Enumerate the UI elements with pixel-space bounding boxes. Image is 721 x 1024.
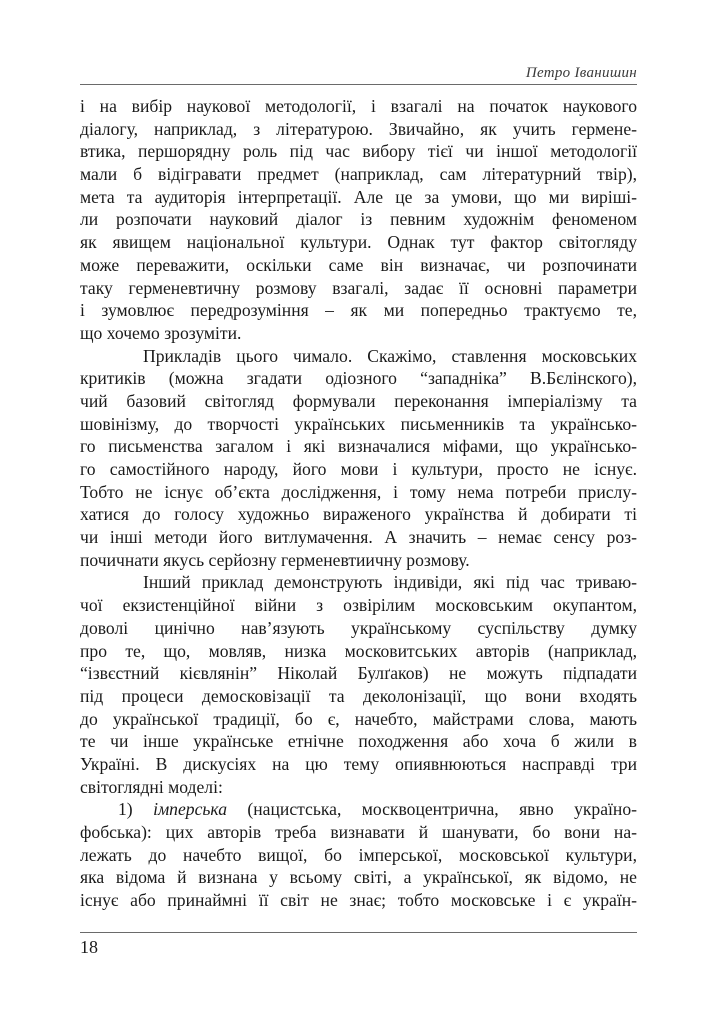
text-line	[80, 798, 637, 821]
text-fragment: (нацистська, москвоцентрична, явно україно-	[247, 799, 637, 820]
body-text	[80, 95, 637, 912]
text-line: ли розпочати науковий діалог із певним художнім феноменом	[80, 209, 637, 230]
text-line: Прикладів цього чимало. Скажімо, ставлення московських	[143, 345, 637, 366]
text-line: мета та аудиторія інтерпретації. Але це за умови, що ми виріші-	[80, 186, 637, 207]
text-line: яка відома й визнана у всьому світі, а української, як відомо, не	[80, 867, 637, 888]
text-line: Інший приклад демонструють індивіди, які під час триваю-	[143, 572, 637, 593]
page-header	[80, 64, 637, 85]
text-line: Україні. В дискусіях на цю тему опиявнюються насправді три	[80, 753, 637, 774]
paragraph-3	[80, 571, 637, 798]
text-line: лежать до начебто вищої, бо імперської, московської культури,	[80, 844, 637, 865]
text-line: фобська): цих авторів треба визнавати й шанувати, бо вони на-	[80, 822, 637, 842]
text-line: існує або принаймні її світ не знає; тобто московське і є україн-	[80, 890, 637, 911]
text-line: і зумовлює передрозуміння – як ми попередньо трактуємо те,	[80, 300, 637, 321]
text-line: чи інші методи його витлумачення. А значить – немає сенсу роз-	[80, 527, 637, 548]
text-line: діалогу, наприклад, з літературою. Звичайно, як учить герменe-	[80, 118, 637, 139]
text-line: мали б відігравати предмет (наприклад, сам літературний твір),	[80, 164, 637, 185]
text-line: чої екзистенційної війни з озвірілим московським окупантом,	[80, 595, 637, 616]
text-line: що хочемо зрозуміти.	[80, 322, 242, 343]
text-line: втика, першорядну роль під час вибору тієї чи іншої методології	[80, 141, 637, 162]
text-line: до української традиції, бо є, начебто, майстрами слова, мають	[80, 708, 637, 729]
text-line: го самостійного народу, його мови і культури, просто не існує.	[80, 459, 637, 479]
page-number: 18	[80, 937, 98, 957]
text-line: те чи інше українське етнічне походження або хоча б жили в	[80, 731, 637, 752]
text-line: критиків (можна згадати одіозного “западніка” В.Бєлінского),	[80, 368, 637, 389]
list-marker: 1)	[118, 799, 133, 820]
footer-rule	[80, 932, 637, 933]
text-line: доволі цинічно нав’язують українському суспільству думку	[80, 617, 637, 638]
text-line: Тобто не існує об’єкта дослідження, і тому нема потреби прислу-	[80, 481, 637, 502]
text-line: шовінізму, до творчості українських письменників та українсько-	[80, 413, 637, 434]
list-item	[80, 798, 637, 911]
paragraph-2	[80, 345, 637, 572]
text-line: під процеси демосковізації та деколонізації, що вони входять	[80, 685, 637, 706]
text-line: почичнати якусь серйозну герменевтиичну розмову.	[80, 549, 470, 570]
text-line: таку герменевтичну розмову взагалі, задає її основні параметри	[80, 277, 637, 298]
running-head: Петро Іванишин	[525, 65, 637, 81]
text-line: го письменства загалом і які визначалися міфами, що українсько-	[80, 436, 637, 457]
list-term: імперська	[153, 799, 227, 820]
text-line: світоглядні моделі:	[80, 776, 223, 797]
text-line: і на вибір наукової методології, і взагалі на початок наукового	[80, 96, 637, 116]
text-line: може переважити, оскільки саме він визначає, чи розпочинати	[80, 254, 637, 275]
text-line: хатися до голосу художньо вираженого українства й добирати ті	[80, 504, 637, 525]
text-line: як явищем національної культури. Однак тут фактор світогляду	[80, 232, 637, 253]
paragraph-1	[80, 95, 637, 345]
text-line: про те, що, мовляв, низка московитських авторів (наприклад,	[80, 640, 637, 661]
text-line: “ізвєстний кієвлянін” Ніколай Булґаков) не можуть підпадати	[80, 663, 637, 684]
text-line: чий базовий світогляд формували переконання імперіалізму та	[80, 390, 637, 411]
